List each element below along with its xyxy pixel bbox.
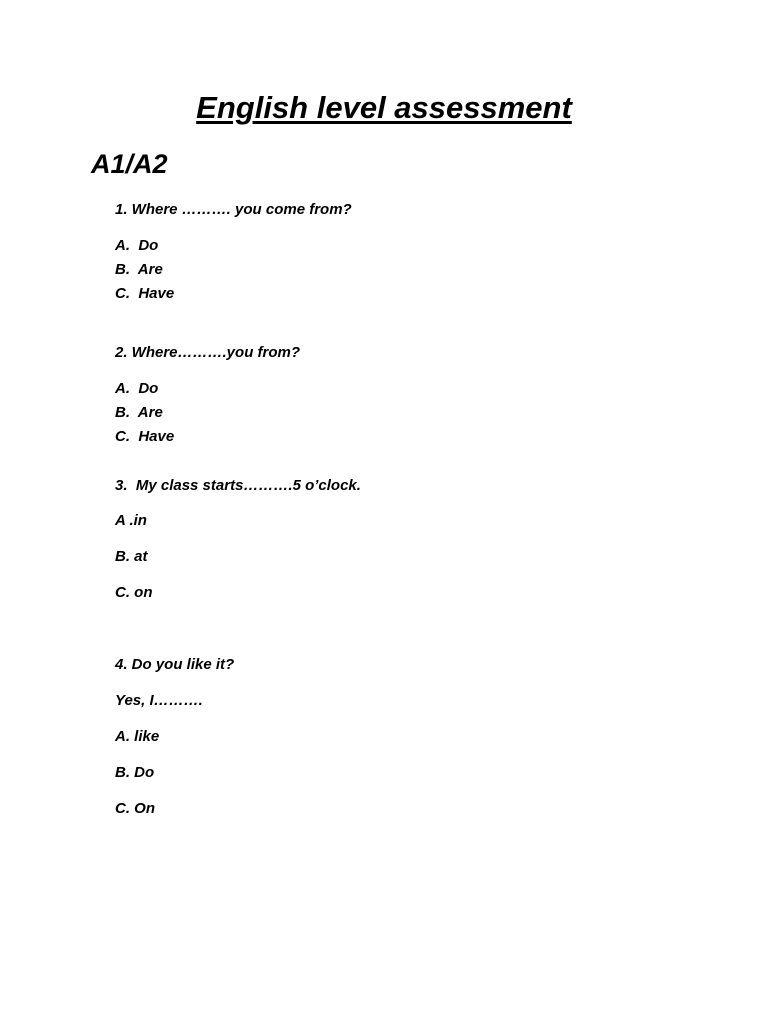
document-title: English level assessment [196, 90, 572, 125]
question-3-option-c: C. on [115, 584, 153, 601]
question-2-option-c: C. Have [115, 428, 175, 445]
question-3-option-b: B. at [115, 548, 148, 565]
question-1-option-b: B. Are [115, 261, 163, 278]
question-4-answer-line: Yes, I………. [115, 692, 203, 709]
level-heading: A1/A2 [91, 149, 168, 179]
question-3-option-a: A .in [115, 512, 147, 529]
question-2-prompt: 2. Where……….you from? [115, 344, 301, 361]
question-3-prompt: 3. My class starts……….5 o’clock. [115, 477, 361, 494]
question-2-option-a: A. Do [115, 380, 159, 397]
question-4-prompt: 4. Do you like it? [115, 656, 235, 673]
question-2-option-b: B. Are [115, 404, 163, 421]
question-1-prompt: 1. Where ………. you come from? [115, 201, 352, 218]
question-1-option-a: A. Do [115, 237, 159, 254]
question-1-option-c: C. Have [115, 285, 175, 302]
question-4-option-c: C. On [115, 800, 155, 817]
question-4-option-b: B. Do [115, 764, 155, 781]
question-4-option-a: A. like [115, 728, 160, 745]
